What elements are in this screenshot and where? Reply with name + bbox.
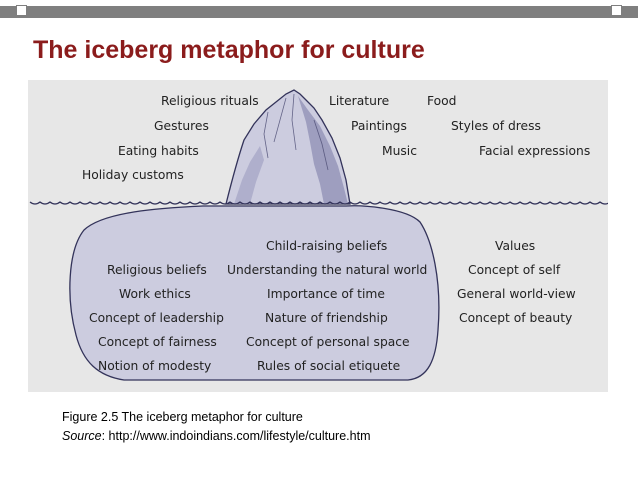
label-concept-of-self: Concept of self [468,263,561,277]
slide-top-bar [0,0,638,22]
label-styles-of-dress: Styles of dress [451,119,541,133]
label-concept-of-beauty: Concept of beauty [459,311,573,325]
slide-title: The iceberg metaphor for culture [33,36,425,64]
top-bar-right-square [611,5,622,16]
label-eating-habits: Eating habits [118,144,199,158]
label-literature: Literature [329,94,390,108]
caption-source-line [62,427,370,446]
label-religious-beliefs: Religious beliefs [107,263,207,277]
label-music: Music [382,144,417,158]
figure-caption [62,408,370,446]
label-notion-of-modesty: Notion of modesty [98,359,212,373]
label-work-ethics: Work ethics [119,287,191,301]
label-child-raising-beliefs: Child-raising beliefs [266,239,388,253]
iceberg-diagram [28,80,608,392]
caption-figure-line: Figure 2.5 The iceberg metaphor for culture [62,410,303,424]
label-nature-of-friendship: Nature of friendship [265,311,388,325]
label-concept-of-fairness: Concept of fairness [98,335,217,349]
label-understanding-the-natural-world: Understanding the natural world [227,263,428,277]
label-general-world-view: General world-view [457,287,576,301]
caption-source-label: Source [62,429,102,443]
iceberg-svg [28,80,608,392]
label-importance-of-time: Importance of time [267,287,385,301]
label-food: Food [427,94,457,108]
label-values: Values [495,239,536,253]
label-religious-rituals: Religious rituals [161,94,259,108]
label-facial-expressions: Facial expressions [479,144,591,158]
top-bar-left-square [16,5,27,16]
top-bar-stripe [0,6,638,18]
label-gestures: Gestures [154,119,209,133]
label-rules-of-social-etiquete: Rules of social etiquete [257,359,401,373]
label-holiday-customs: Holiday customs [82,168,184,182]
label-paintings: Paintings [351,119,407,133]
caption-source-text: : http://www.indoindians.com/lifestyle/culture.htm [101,429,371,443]
label-concept-of-leadership: Concept of leadership [89,311,224,325]
label-concept-of-personal-space: Concept of personal space [246,335,410,349]
